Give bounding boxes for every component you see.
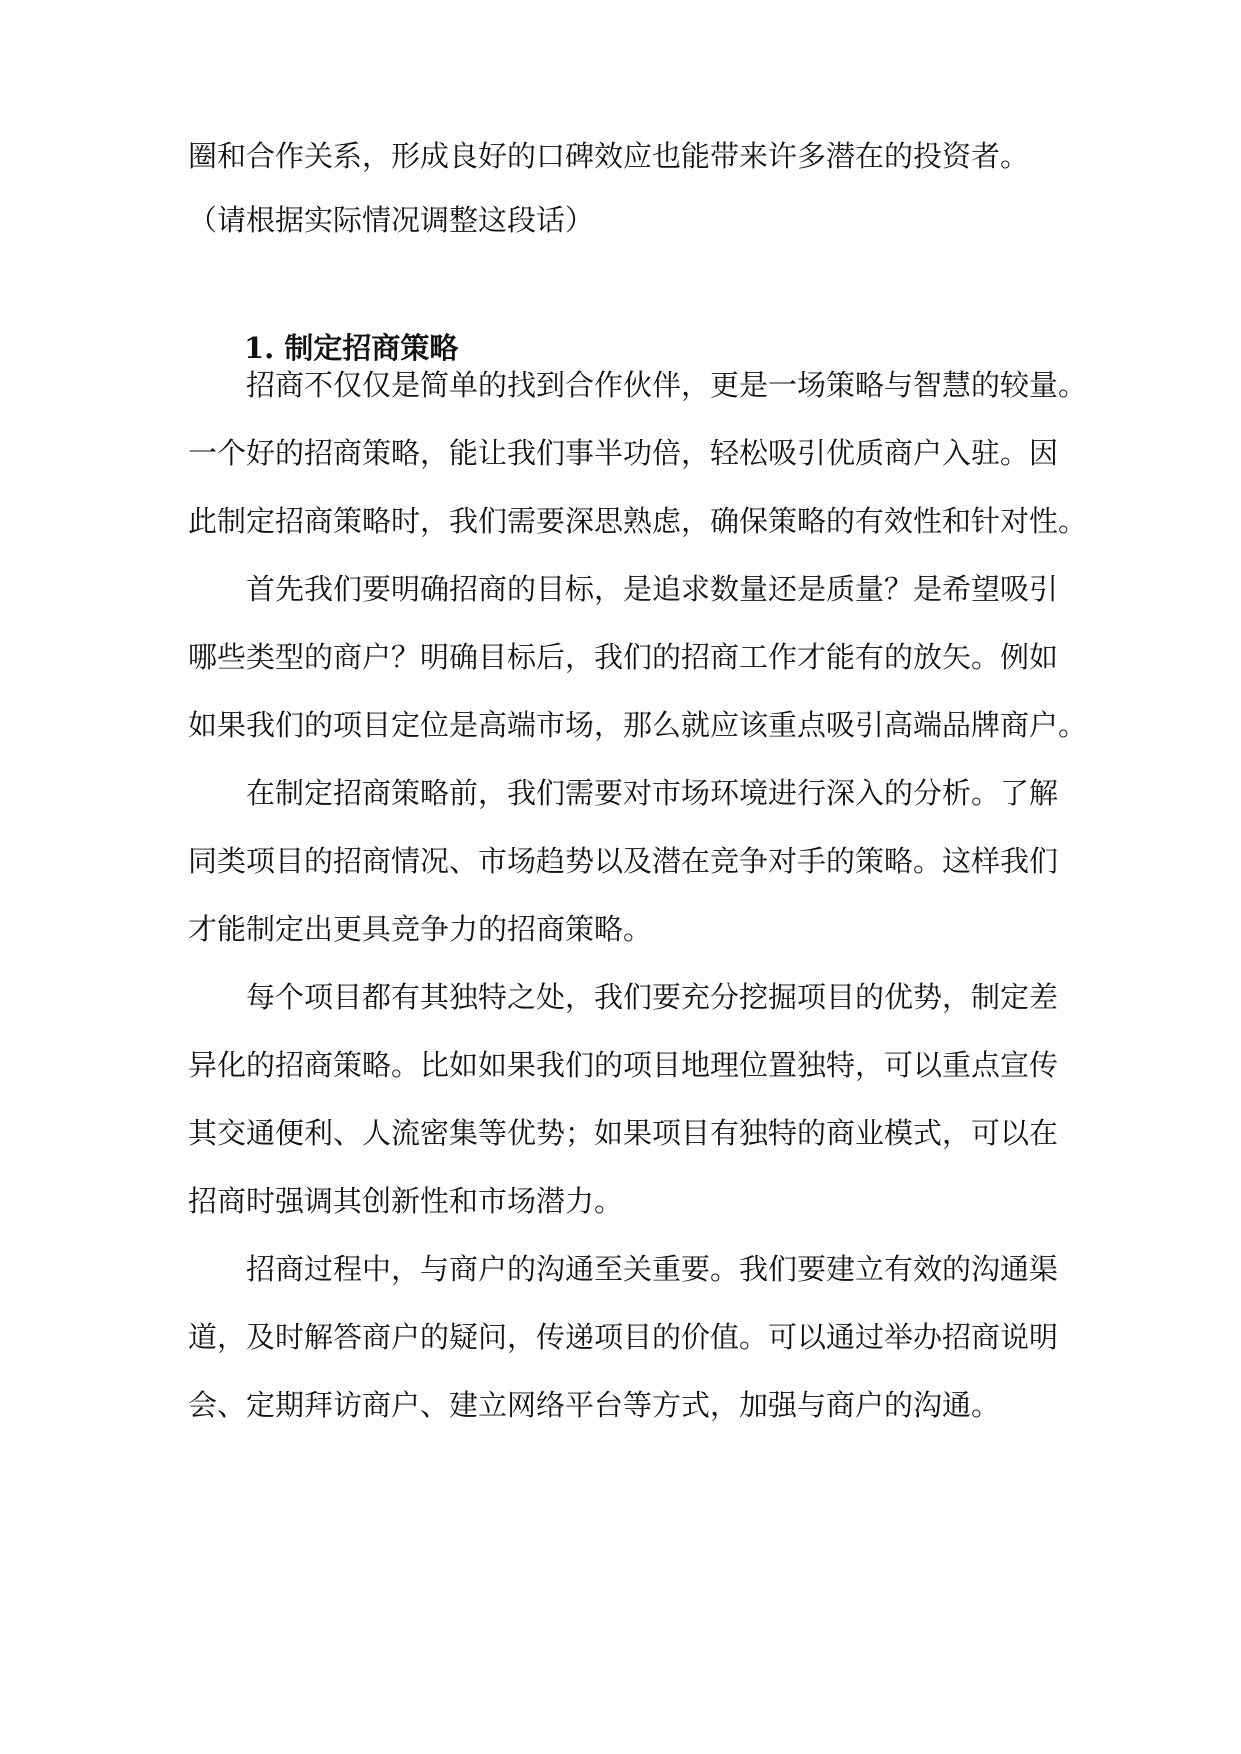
paragraph-4-line-4: 招商时强调其创新性和市场潜力。 xyxy=(188,1184,624,1218)
paragraph-2-line-2: 哪些类型的商户？明确目标后，我们的招商工作才能有的放矢。例如 xyxy=(188,640,1059,674)
paragraph-1-line-3: 此制定招商策略时，我们需要深思熟虑，确保策略的有效性和针对性。 xyxy=(188,504,1088,538)
paragraph-1-line-1: 招商不仅仅是简单的找到合作伙伴，更是一场策略与智慧的较量。 xyxy=(246,368,1088,402)
paragraph-5-line-2: 道，及时解答商户的疑问，传递项目的价值。可以通过举办招商说明 xyxy=(188,1320,1059,1354)
adjustment-note: （请根据实际情况调整这段话） xyxy=(188,203,595,237)
paragraph-4-line-2: 异化的招商策略。比如如果我们的项目地理位置独特，可以重点宣传 xyxy=(188,1048,1059,1082)
section-heading: 1. 制定招商策略 xyxy=(244,331,459,365)
paragraph-3-line-1: 在制定招商策略前，我们需要对市场环境进行深入的分析。了解 xyxy=(246,776,1059,810)
paragraph-3-line-3: 才能制定出更具竞争力的招商策略。 xyxy=(188,912,653,946)
paragraph-5-line-1: 招商过程中，与商户的沟通至关重要。我们要建立有效的沟通渠 xyxy=(246,1252,1059,1286)
paragraph-2-line-3: 如果我们的项目定位是高端市场，那么就应该重点吸引高端品牌商户。 xyxy=(188,708,1088,742)
paragraph-4-line-3: 其交通便利、人流密集等优势；如果项目有独特的商业模式，可以在 xyxy=(188,1116,1059,1150)
intro-text-line: 圈和合作关系，形成良好的口碑效应也能带来许多潜在的投资者。 xyxy=(188,139,1030,173)
paragraph-3-line-2: 同类项目的招商情况、市场趋势以及潜在竞争对手的策略。这样我们 xyxy=(188,844,1059,878)
paragraph-5-line-3: 会、定期拜访商户、建立网络平台等方式，加强与商户的沟通。 xyxy=(188,1388,1001,1422)
paragraph-4-line-1: 每个项目都有其独特之处，我们要充分挖掘项目的优势，制定差 xyxy=(246,980,1059,1014)
paragraph-2-line-1: 首先我们要明确招商的目标，是追求数量还是质量？是希望吸引 xyxy=(246,572,1059,606)
paragraph-1-line-2: 一个好的招商策略，能让我们事半功倍，轻松吸引优质商户入驻。因 xyxy=(188,436,1059,470)
